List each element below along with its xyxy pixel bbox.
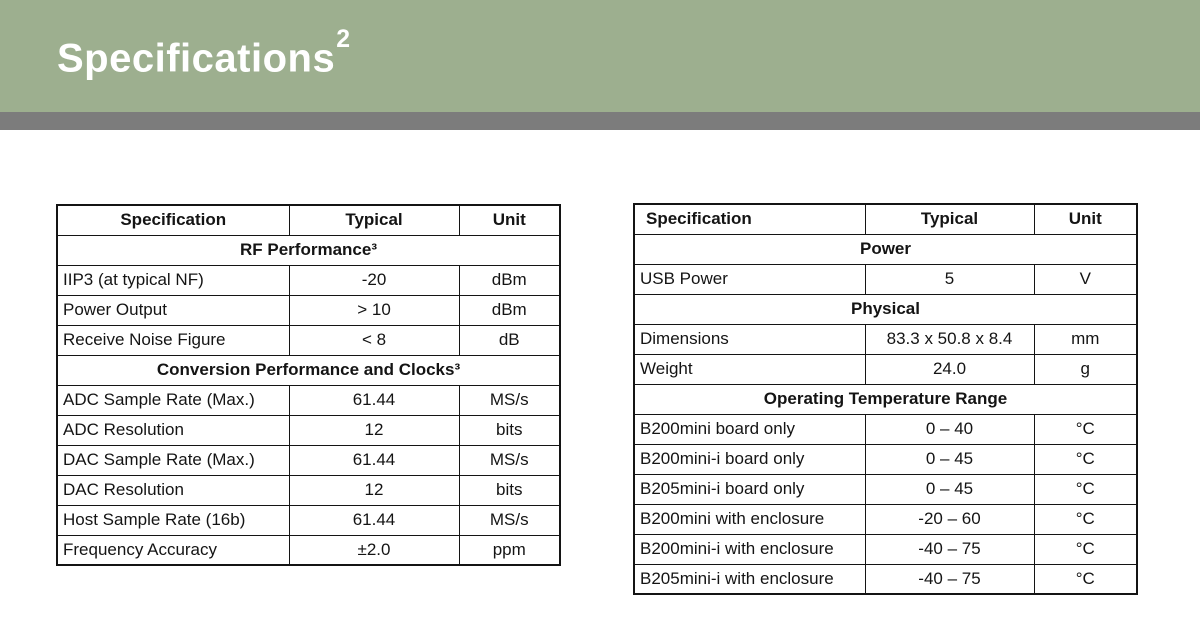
spec-cell: Receive Noise Figure xyxy=(57,325,289,355)
table-row xyxy=(634,504,1137,534)
typical-cell: -40 – 75 xyxy=(865,564,1034,594)
spec-cell: Frequency Accuracy xyxy=(57,535,289,565)
table-row xyxy=(634,264,1137,294)
section-row xyxy=(57,355,560,385)
spec-cell: Host Sample Rate (16b) xyxy=(57,505,289,535)
unit-cell: dBm xyxy=(459,295,560,325)
typical-cell: 61.44 xyxy=(289,445,459,475)
header-row xyxy=(57,205,560,235)
table-row xyxy=(634,414,1137,444)
table-row xyxy=(57,535,560,565)
typical-cell: ±2.0 xyxy=(289,535,459,565)
table-row xyxy=(57,265,560,295)
column-header-typical: Typical xyxy=(865,204,1034,234)
unit-cell: g xyxy=(1034,354,1137,384)
table-row xyxy=(57,505,560,535)
typical-cell: 24.0 xyxy=(865,354,1034,384)
typical-cell: 83.3 x 50.8 x 8.4 xyxy=(865,324,1034,354)
spec-cell: B205mini-i with enclosure xyxy=(634,564,865,594)
unit-cell: °C xyxy=(1034,564,1137,594)
unit-cell: bits xyxy=(459,475,560,505)
spec-table-right xyxy=(633,203,1138,595)
unit-cell: dBm xyxy=(459,265,560,295)
unit-cell: MS/s xyxy=(459,505,560,535)
page-header xyxy=(0,0,1200,112)
page-title xyxy=(57,25,351,81)
typical-cell: 0 – 45 xyxy=(865,474,1034,504)
typical-cell: -20 – 60 xyxy=(865,504,1034,534)
typical-cell: 0 – 45 xyxy=(865,444,1034,474)
unit-cell: V xyxy=(1034,264,1137,294)
column-header-unit: Unit xyxy=(1034,204,1137,234)
section-row xyxy=(634,384,1137,414)
table-row xyxy=(57,295,560,325)
spec-cell: DAC Sample Rate (Max.) xyxy=(57,445,289,475)
section-label: Power xyxy=(634,234,1137,264)
unit-cell: MS/s xyxy=(459,445,560,475)
typical-cell: -40 – 75 xyxy=(865,534,1034,564)
unit-cell: °C xyxy=(1034,534,1137,564)
spec-cell: B200mini with enclosure xyxy=(634,504,865,534)
spec-cell: Dimensions xyxy=(634,324,865,354)
typical-cell: 5 xyxy=(865,264,1034,294)
spec-cell: ADC Resolution xyxy=(57,415,289,445)
page-title-text: Specifications xyxy=(57,36,336,81)
table-row xyxy=(57,475,560,505)
spec-cell: DAC Resolution xyxy=(57,475,289,505)
unit-cell: dB xyxy=(459,325,560,355)
typical-cell: > 10 xyxy=(289,295,459,325)
unit-cell: °C xyxy=(1034,474,1137,504)
column-header-specification: Specification xyxy=(57,205,289,235)
spec-cell: ADC Sample Rate (Max.) xyxy=(57,385,289,415)
table-row xyxy=(634,534,1137,564)
unit-cell: ppm xyxy=(459,535,560,565)
typical-cell: -20 xyxy=(289,265,459,295)
typical-cell: 61.44 xyxy=(289,385,459,415)
table-row xyxy=(634,444,1137,474)
spec-table-left xyxy=(56,204,561,566)
typical-cell: 12 xyxy=(289,475,459,505)
spec-cell: B200mini-i board only xyxy=(634,444,865,474)
table-row xyxy=(57,445,560,475)
table-row xyxy=(57,325,560,355)
unit-cell: °C xyxy=(1034,414,1137,444)
table-row xyxy=(634,324,1137,354)
section-label: RF Performance³ xyxy=(57,235,560,265)
page-title-superscript: 2 xyxy=(336,25,351,53)
typical-cell: 12 xyxy=(289,415,459,445)
unit-cell: bits xyxy=(459,415,560,445)
table-row xyxy=(634,564,1137,594)
table-row xyxy=(57,385,560,415)
unit-cell: °C xyxy=(1034,444,1137,474)
unit-cell: MS/s xyxy=(459,385,560,415)
unit-cell: °C xyxy=(1034,504,1137,534)
spec-cell: Power Output xyxy=(57,295,289,325)
spec-cell: Weight xyxy=(634,354,865,384)
unit-cell: mm xyxy=(1034,324,1137,354)
spec-cell: IIP3 (at typical NF) xyxy=(57,265,289,295)
spec-cell: B200mini-i with enclosure xyxy=(634,534,865,564)
section-label: Physical xyxy=(634,294,1137,324)
column-header-specification: Specification xyxy=(634,204,865,234)
section-row xyxy=(634,234,1137,264)
header-accent-bar xyxy=(0,112,1200,130)
header-row xyxy=(634,204,1137,234)
spec-cell: USB Power xyxy=(634,264,865,294)
section-label: Operating Temperature Range xyxy=(634,384,1137,414)
typical-cell: 61.44 xyxy=(289,505,459,535)
column-header-typical: Typical xyxy=(289,205,459,235)
column-header-unit: Unit xyxy=(459,205,560,235)
typical-cell: < 8 xyxy=(289,325,459,355)
spec-cell: B205mini-i board only xyxy=(634,474,865,504)
typical-cell: 0 – 40 xyxy=(865,414,1034,444)
spec-cell: B200mini board only xyxy=(634,414,865,444)
table-row xyxy=(634,474,1137,504)
table-row xyxy=(57,415,560,445)
section-row xyxy=(634,294,1137,324)
section-row xyxy=(57,235,560,265)
section-label: Conversion Performance and Clocks³ xyxy=(57,355,560,385)
table-row xyxy=(634,354,1137,384)
